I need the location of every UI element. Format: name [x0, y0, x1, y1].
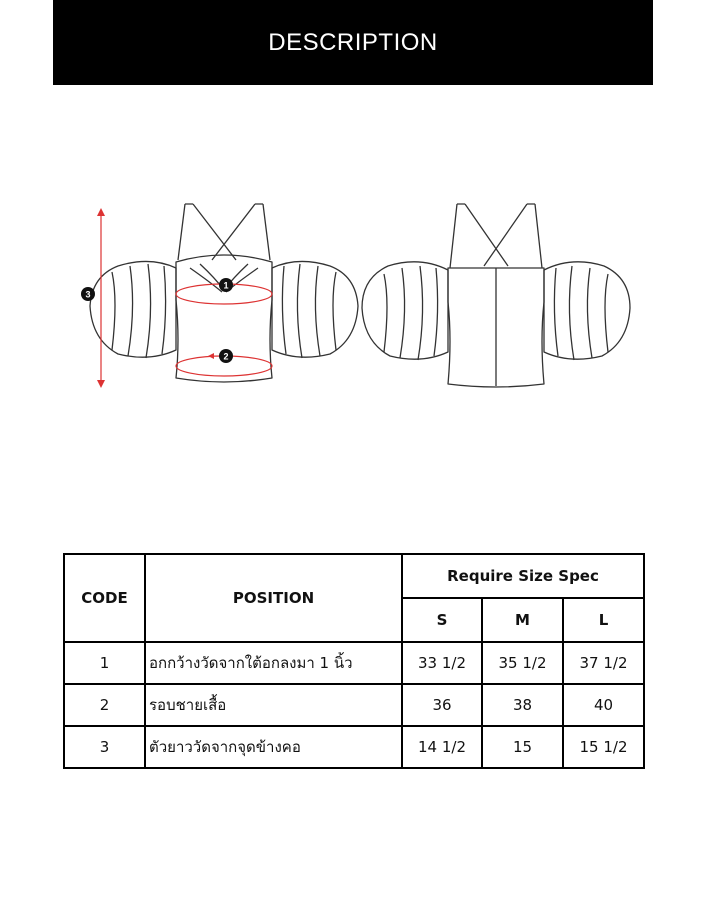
marker-2 [219, 349, 233, 363]
row-code: 1 [64, 642, 145, 684]
row-position: รอบชายเสื้อ [145, 684, 402, 726]
header-title: DESCRIPTION [268, 28, 438, 56]
marker-3 [81, 287, 95, 301]
table-row [64, 684, 644, 726]
header-code: CODE [64, 554, 145, 642]
row-value-s: 14 1/2 [402, 726, 482, 768]
row-value-m: 15 [482, 726, 563, 768]
svg-text:3: 3 [85, 289, 91, 300]
header-position: POSITION [145, 554, 402, 642]
row-value-l: 37 1/2 [563, 642, 644, 684]
garment-diagram [0, 190, 705, 400]
header-size-s: S [402, 598, 482, 642]
table-row [64, 642, 644, 684]
row-value-s: 36 [402, 684, 482, 726]
svg-text:1: 1 [223, 280, 229, 291]
header-size-l: L [563, 598, 644, 642]
marker-1 [219, 278, 233, 292]
row-value-l: 40 [563, 684, 644, 726]
description-header [53, 0, 653, 85]
row-code: 2 [64, 684, 145, 726]
row-code: 3 [64, 726, 145, 768]
row-value-s: 33 1/2 [402, 642, 482, 684]
header-spec: Require Size Spec [402, 554, 644, 598]
row-value-m: 35 1/2 [482, 642, 563, 684]
row-value-m: 38 [482, 684, 563, 726]
table-row [64, 726, 644, 768]
row-position: ตัวยาววัดจากจุดข้างคอ [145, 726, 402, 768]
row-value-l: 15 1/2 [563, 726, 644, 768]
size-spec-table [63, 553, 645, 769]
row-position: อกกว้างวัดจากใต้อกลงมา 1 นิ้ว [145, 642, 402, 684]
svg-text:2: 2 [223, 351, 229, 362]
back-view [362, 204, 630, 387]
header-size-m: M [482, 598, 563, 642]
